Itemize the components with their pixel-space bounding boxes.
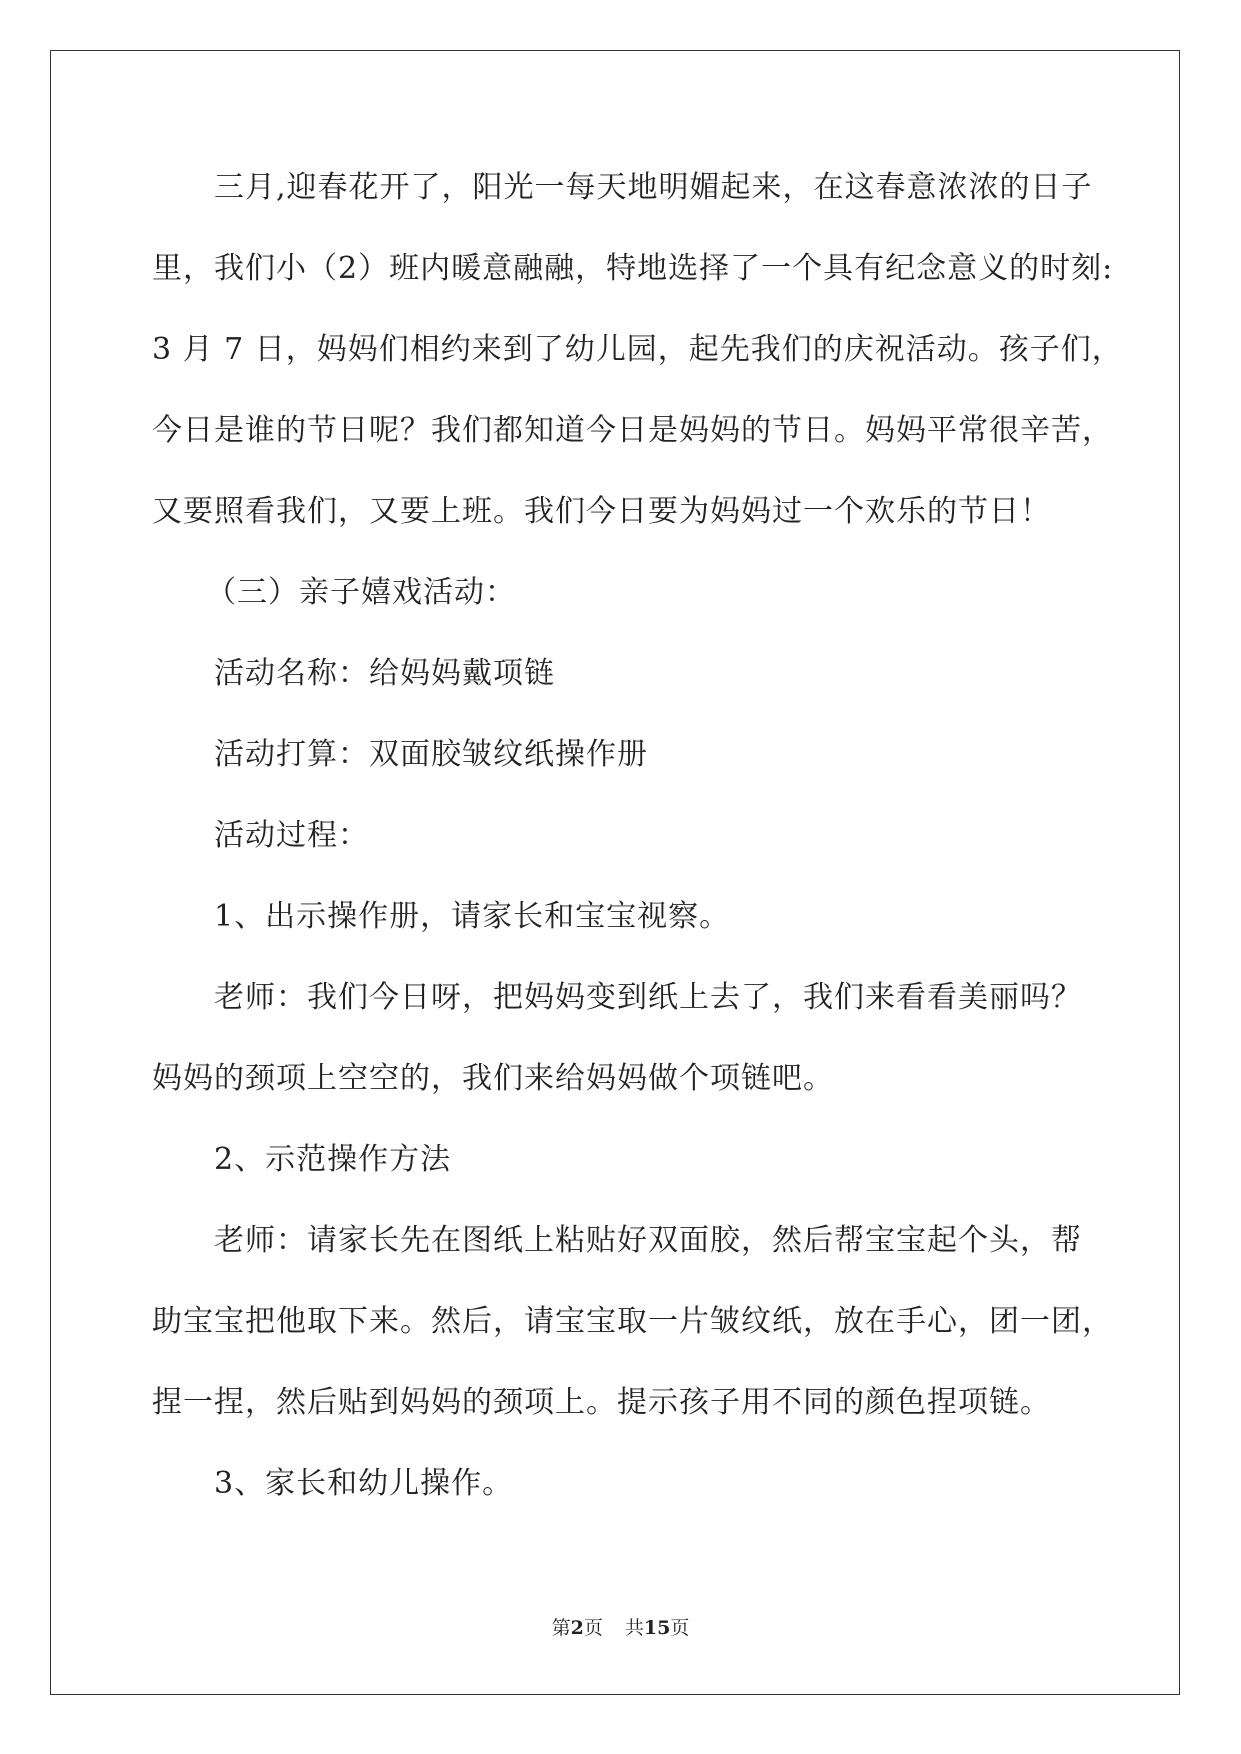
paragraph-line: 活动过程： (214, 818, 369, 853)
list-item: 2、示范操作方法 (214, 1142, 452, 1177)
paragraph-line: 活动名称：给妈妈戴项链 (214, 656, 555, 691)
total-prefix: 共 (624, 1617, 644, 1639)
paragraph-line: 捏一捏，然后贴到妈妈的颈项上。提示孩子用不同的颜色捏项链。 (152, 1385, 1051, 1420)
paragraph-line: 老师：我们今日呀，把妈妈变到纸上去了，我们来看看美丽吗？ (214, 980, 1082, 1015)
document-body (152, 160, 1123, 1537)
page-footer (0, 1613, 1241, 1640)
paragraph-line: 老师：请家长先在图纸上粘贴好双面胶，然后帮宝宝起个头，帮 (214, 1223, 1082, 1258)
page-prefix: 第 (551, 1617, 571, 1639)
list-item: 3、家长和幼儿操作。 (214, 1466, 514, 1501)
paragraph-line: 3 月 7 日，妈妈们相约来到了幼儿园，起先我们的庆祝活动。孩子们， (152, 332, 1123, 367)
page-suffix: 页 (583, 1617, 603, 1639)
paragraph-line: 助宝宝把他取下来。然后，请宝宝取一片皱纹纸，放在手心，团一团， (152, 1304, 1113, 1339)
paragraph-line: 妈妈的颈项上空空的，我们来给妈妈做个项链吧。 (152, 1061, 834, 1096)
paragraph-line: 活动打算：双面胶皱纹纸操作册 (214, 737, 648, 772)
paragraph-line: 今日是谁的节日呢？我们都知道今日是妈妈的节日。妈妈平常很辛苦， (152, 413, 1113, 448)
paragraph-line: 里，我们小（2）班内暖意融融，特地选择了一个具有纪念意义的时刻: (152, 251, 1114, 286)
list-item: 1、出示操作册，请家长和宝宝视察。 (214, 899, 731, 934)
section-heading: （三）亲子嬉戏活动： (206, 575, 516, 610)
total-pages: 15 (643, 1617, 671, 1639)
total-suffix: 页 (670, 1617, 690, 1639)
paragraph-line: 又要照看我们，又要上班。我们今日要为妈妈过一个欢乐的节日！ (152, 494, 1051, 529)
page-number: 2 (570, 1617, 584, 1639)
paragraph-line: 三月,迎春花开了，阳光一每天地明媚起来，在这春意浓浓的日子 (214, 170, 1093, 205)
